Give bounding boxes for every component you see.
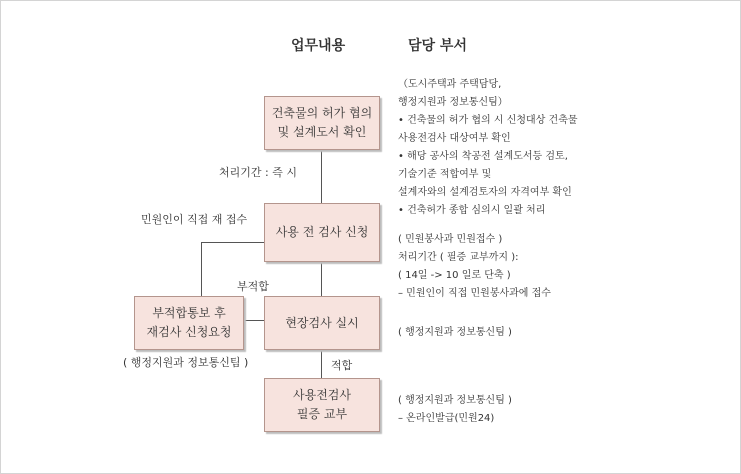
label-pass: 적합: [331, 359, 353, 372]
box-apply-inspection: [264, 203, 380, 262]
box-fail-line2: 재검사 신청요청: [146, 325, 232, 339]
note-inspect: [398, 324, 512, 342]
label-fail-dept: ( 행정지원과 정보통신팀 ): [123, 356, 249, 369]
note-inspect-dept: ( 행정지원과 정보통신팀 ): [398, 327, 512, 338]
note-certificate: [398, 392, 512, 428]
box-fail-line1: 부적합통보 후: [152, 306, 226, 320]
note-permit-dept1: （도시주택과 주택담당,: [398, 79, 502, 90]
note-cert-dept: ( 행정지원과 정보통신팀 ): [398, 395, 512, 406]
box-fail-notice: [134, 296, 244, 350]
connector-apply-left: [201, 242, 265, 243]
box-permit-review: [264, 96, 380, 150]
label-processing-period: 처리기간 : 즉 시: [219, 166, 297, 179]
box-permit-line2: 및 설계도서 확인: [277, 125, 367, 139]
note-permit-item1b: 사용전검사 대상여부 확인: [398, 133, 511, 144]
note-apply-direct: – 민원인이 직접 민원봉사과에 접수: [398, 288, 551, 299]
note-apply-dept: ( 민원봉사과 민원접수 ): [398, 234, 503, 245]
box-certificate: [264, 378, 380, 432]
box-permit-line1: 건축물의 허가 협의: [271, 106, 373, 120]
note-apply-period: 처리기간 ( 필증 교부까지 ):: [398, 252, 519, 263]
note-apply-shortened: ( 14일 -> 10 일로 단축 ): [398, 270, 511, 281]
label-fail: 부적합: [237, 280, 269, 293]
box-inspect-line1: 현장검사 실시: [285, 315, 359, 330]
label-applicant-resubmit: 민원인이 직접 재 접수: [141, 213, 248, 226]
note-permit-item1: • 건축물의 허가 협의 시 신청대상 건축물: [398, 115, 578, 126]
box-field-inspection: [264, 296, 380, 350]
box-apply-line1: 사용 전 검사 신청: [275, 225, 369, 239]
connector-apply-inspect: [321, 261, 322, 296]
note-permit-item2: • 해당 공사의 착공전 설계도서등 검토,: [398, 151, 568, 162]
connector-inspect-certificate: [321, 348, 322, 378]
box-cert-line1: 사용전검사: [293, 388, 351, 402]
note-apply: [398, 231, 551, 303]
connector-inspect-fail: [243, 320, 264, 321]
header-dept: 담당 부서: [408, 38, 467, 54]
header-task: 업무내용: [291, 38, 346, 54]
note-permit-dept2: 행정지원과 정보통신팀）: [398, 97, 508, 108]
box-cert-line2: 필증 교부: [296, 407, 348, 421]
note-permit-item2c: 설계자와의 설계검토자의 자격여부 확인: [398, 187, 572, 198]
connector-permit-apply: [321, 148, 322, 203]
connector-retry-up: [201, 242, 202, 296]
note-permit: [398, 76, 578, 220]
note-cert-online: – 온라인발급(민원24): [398, 413, 495, 424]
note-permit-item3: • 건축허가 종합 심의시 일괄 처리: [398, 205, 546, 216]
note-permit-item2b: 기술기준 적합여부 및: [398, 169, 492, 180]
